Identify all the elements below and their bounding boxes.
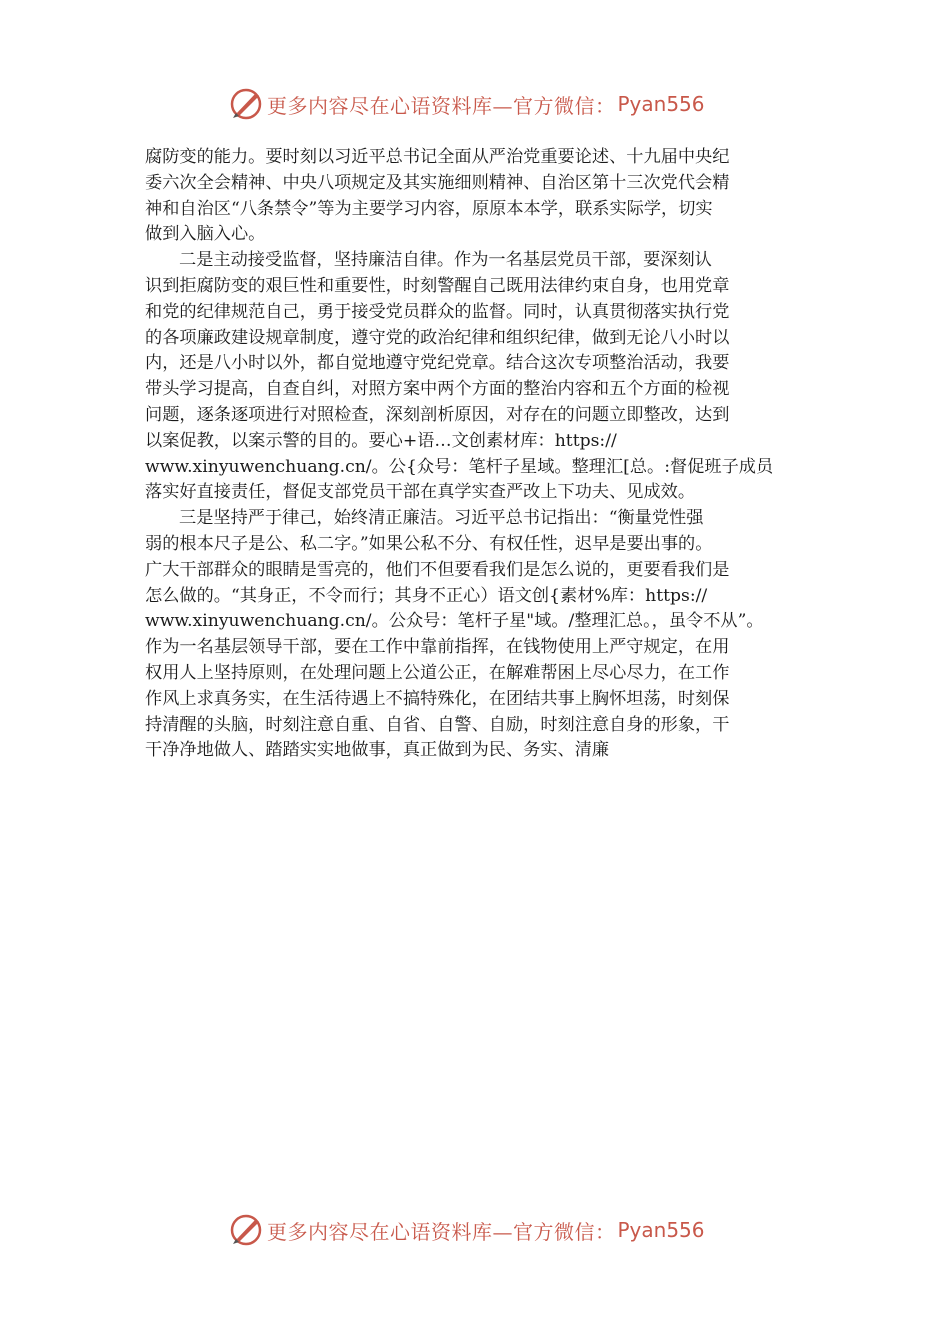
text-line: 落实好直接责任，督促支部党员干部在真学实查严改上下功夫、见成效。 [145,482,696,503]
text-line: 弱的根本尺子是公、私二字。”如果公私不分、有权任性，迟早是要出事的。 [145,533,713,554]
text-line: 持清醒的头脑，时刻注意自重、自省、自警、自励，时刻注意自身的形象，干 [145,714,730,735]
text-line: 神和自治区“八条禁令”等为主要学习内容，原原本本学，联系实际学，切实 [145,198,713,219]
text-line: 做到入脑入心。 [145,224,266,245]
header-banner [229,86,705,122]
body-text [145,145,810,764]
text-line: www.xinyuwenchuang.cn/。公{众号：笔杆子星域。整理汇[总。:督促班子成员 [145,456,774,477]
text-line: 作为一名基层领导干部，要在工作中靠前指挥，在钱物使用上严守规定，在用 [145,637,730,658]
footer-banner [229,1212,705,1248]
text-line: 广大干部群众的眼睛是雪亮的，他们不但要看我们是怎么说的，更要看我们是 [145,559,730,580]
pen-circle-logo-icon [229,1213,263,1247]
text-line: 委六次全会精神、中央八项规定及其实施细则精神、自治区第十三次党代会精 [145,172,730,193]
text-line: 怎么做的。“其身正，不令而行；其身不正心）语文创{素材%库：https:// [145,585,708,606]
text-line: 干净净地做人、踏踏实实地做事，真正做到为民、务实、清廉 [145,740,610,761]
wechat-id: Pyan556 [617,92,705,116]
text-line: 和党的纪律规范自己，勇于接受党员群众的监督。同时，认真贯彻落实执行党 [145,301,730,322]
wechat-id: Pyan556 [617,1218,705,1242]
text-line: 权用人上坚持原则，在处理问题上公道公正，在解难帮困上尽心尽力，在工作 [145,662,730,683]
text-line: 腐防变的能力。要时刻以习近平总书记全面从严治党重要论述、十九届中央纪 [145,147,730,167]
text-line: 问题，逐条逐项进行对照检查，深刻剖析原因，对存在的问题立即整改，达到 [145,404,730,425]
paragraph-2-first-line: 二是主动接受监督，坚持廉洁自律。作为一名基层党员干部，要深刻认 [179,250,712,271]
text-line: 以案促教，以案示警的目的。要心+语…文创素材库：https:// [145,430,617,451]
paragraph-3-first-line: 三是坚持严于律己，始终清正廉洁。习近平总书记指出：“衡量党性强 [179,508,704,529]
banner-text: 更多内容尽在心语资料库—官方微信： [267,93,616,118]
text-line: 内，还是八小时以外，都自觉地遵守党纪党章。结合这次专项整治活动，我要 [145,353,730,374]
pen-circle-logo-icon [229,87,263,121]
text-line: www.xinyuwenchuang.cn/。公众号：笔杆子星"域。/整理汇总。，虽令不从”。 [145,611,764,632]
text-line: 识到拒腐防变的艰巨性和重要性，时刻警醒自己既用法律约束自身，也用党章 [145,275,730,296]
text-line: 带头学习提高，自查自纠，对照方案中两个方面的整治内容和五个方面的检视 [145,379,730,400]
text-line: 的各项廉政建设规章制度，遵守党的政治纪律和组织纪律，做到无论八小时以 [145,327,730,348]
banner-text: 更多内容尽在心语资料库—官方微信： [267,1219,616,1244]
text-line: 作风上求真务实，在生活待遇上不搞特殊化，在团结共事上胸怀坦荡，时刻保 [145,688,730,709]
